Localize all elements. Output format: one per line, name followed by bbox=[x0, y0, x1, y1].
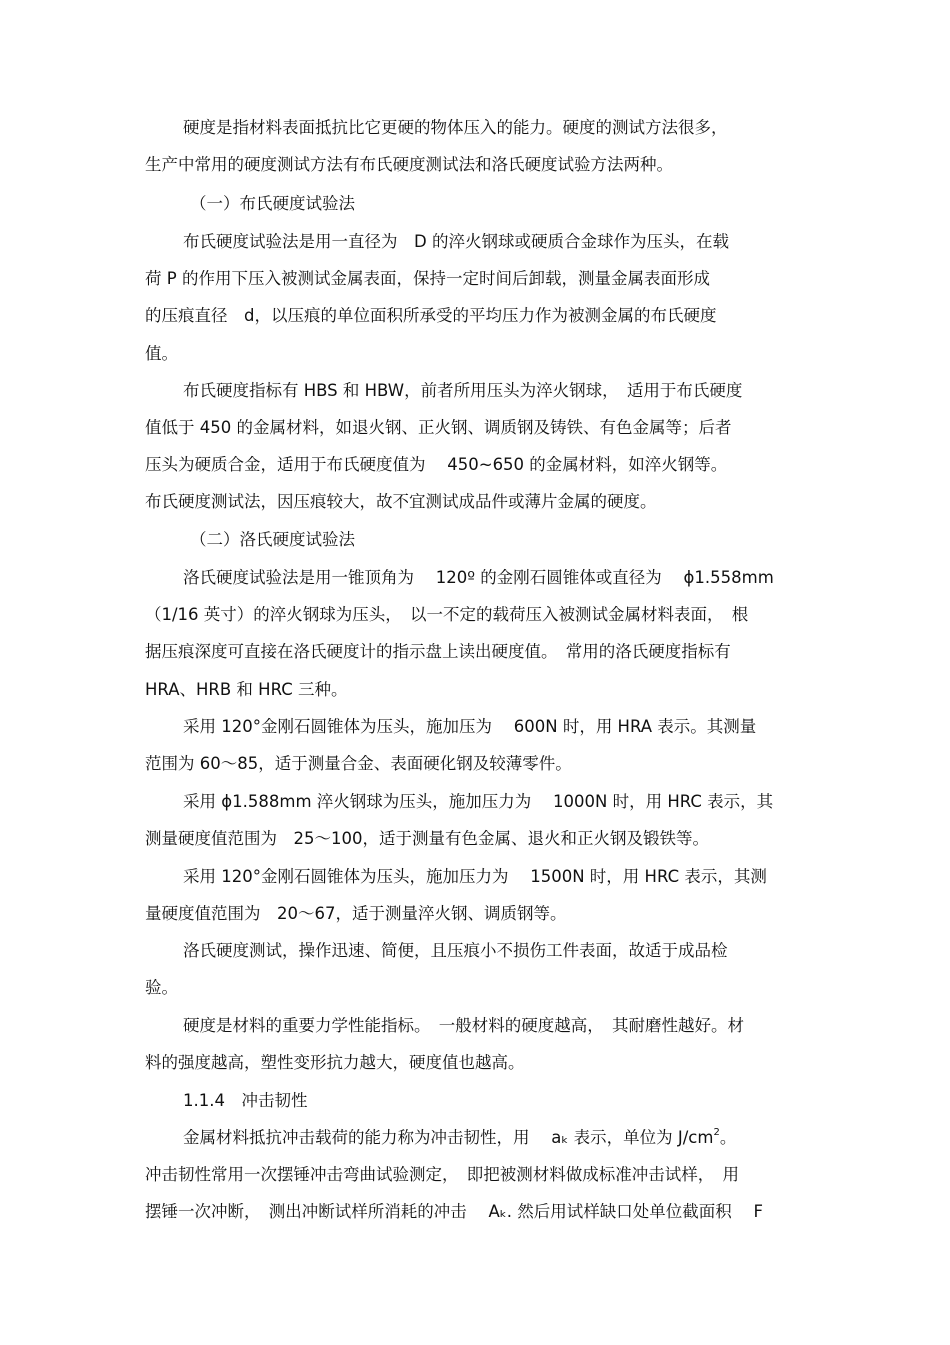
paragraph-line: 洛氏硬度测试，操作迅速、简便，且压痕小不损伤工件表面，故适于成品检 bbox=[183, 941, 728, 960]
paragraph-line: 压头为硬质合金，适用于布氏硬度值为 450~650 的金属材料，如淬火钢等。 bbox=[145, 455, 728, 474]
section-heading: （一）布氏硬度试验法 bbox=[190, 194, 355, 213]
paragraph-line: HRA、HRB 和 HRC 三种。 bbox=[145, 680, 348, 699]
paragraph-line: 布氏硬度测试法，因压痕较大，故不宜测试成品件或薄片金属的硬度。 bbox=[145, 492, 657, 511]
paragraph-line: 冲击韧性常用一次摆锤冲击弯曲试验测定， 即把被测材料做成标准冲击试样， 用 bbox=[145, 1165, 739, 1184]
paragraph-line: 生产中常用的硬度测试方法有布氏硬度测试法和洛氏硬度试验方法两种。 bbox=[145, 155, 673, 174]
subsection-heading: 1.1.4 冲击韧性 bbox=[183, 1091, 308, 1110]
paragraph-line: 料的强度越高，塑性变形抗力越大，硬度值也越高。 bbox=[145, 1053, 525, 1072]
line-text: 金属材料抵抗冲击载荷的能力称为冲击韧性，用 aₖ 表示，单位为 J/cm bbox=[183, 1128, 714, 1147]
paragraph-line: 值低于 450 的金属材料，如退火钢、正火钢、调质钢及铸铁、有色金属等；后者 bbox=[145, 418, 732, 437]
paragraph-line: 布氏硬度指标有 HBS 和 HBW，前者所用压头为淬火钢球， 适用于布氏硬度 bbox=[183, 381, 743, 400]
paragraph-line: 范围为 60～85，适于测量合金、表面硬化钢及较薄零件。 bbox=[145, 754, 572, 773]
line-end-punct: 。 bbox=[719, 1128, 737, 1147]
superscript: 2 bbox=[713, 1127, 720, 1138]
paragraph-line: 采用 120°金刚石圆锥体为压头，施加压为 600N 时，用 HRA 表示。其测量 bbox=[183, 717, 757, 736]
paragraph-line: 硬度是材料的重要力学性能指标。 一般材料的硬度越高， 其耐磨性越好。材 bbox=[183, 1016, 744, 1035]
paragraph-line: 测量硬度值范围为 25～100，适于测量有色金属、退火和正火钢及锻铁等。 bbox=[145, 829, 709, 848]
paragraph-line: 据压痕深度可直接在洛氏硬度计的指示盘上读出硬度值。 常用的洛氏硬度指标有 bbox=[145, 642, 731, 661]
paragraph-line bbox=[183, 1127, 810, 1149]
paragraph-line: 的压痕直径 d，以压痕的单位面积所承受的平均压力作为被测金属的布氏硬度 bbox=[145, 306, 717, 325]
paragraph-line: 荷 P 的作用下压入被测试金属表面，保持一定时间后卸载，测量金属表面形成 bbox=[145, 269, 710, 288]
paragraph-line: 布氏硬度试验法是用一直径为 D 的淬火钢球或硬质合金球作为压头，在载 bbox=[183, 232, 729, 251]
paragraph-line: 量硬度值范围为 20～67，适于测量淬火钢、调质钢等。 bbox=[145, 904, 567, 923]
paragraph-line: 硬度是指材料表面抵抗比它更硬的物体压入的能力。硬度的测试方法很多， bbox=[183, 118, 728, 137]
paragraph-line: 摆锤一次冲断， 测出冲断试样所消耗的冲击 Aₖ. 然后用试样缺口处单位截面积 F bbox=[145, 1202, 764, 1221]
section-heading: （二）洛氏硬度试验法 bbox=[190, 530, 355, 549]
paragraph-line: 洛氏硬度试验法是用一锥顶角为 120º 的金刚石圆锥体或直径为 ɸ1.558mm bbox=[183, 568, 774, 587]
paragraph-line: （1/16 英寸）的淬火钢球为压头， 以一不定的载荷压入被测试金属材料表面， 根 bbox=[145, 605, 749, 624]
paragraph-line: 采用 120°金刚石圆锥体为压头，施加压力为 1500N 时，用 HRC 表示，其测 bbox=[183, 867, 767, 886]
paragraph-line: 值。 bbox=[145, 344, 178, 363]
paragraph-line: 采用 ɸ1.588mm 淬火钢球为压头，施加压力为 1000N 时，用 HRC 表示，其 bbox=[183, 792, 774, 811]
paragraph-line: 验。 bbox=[145, 978, 178, 997]
